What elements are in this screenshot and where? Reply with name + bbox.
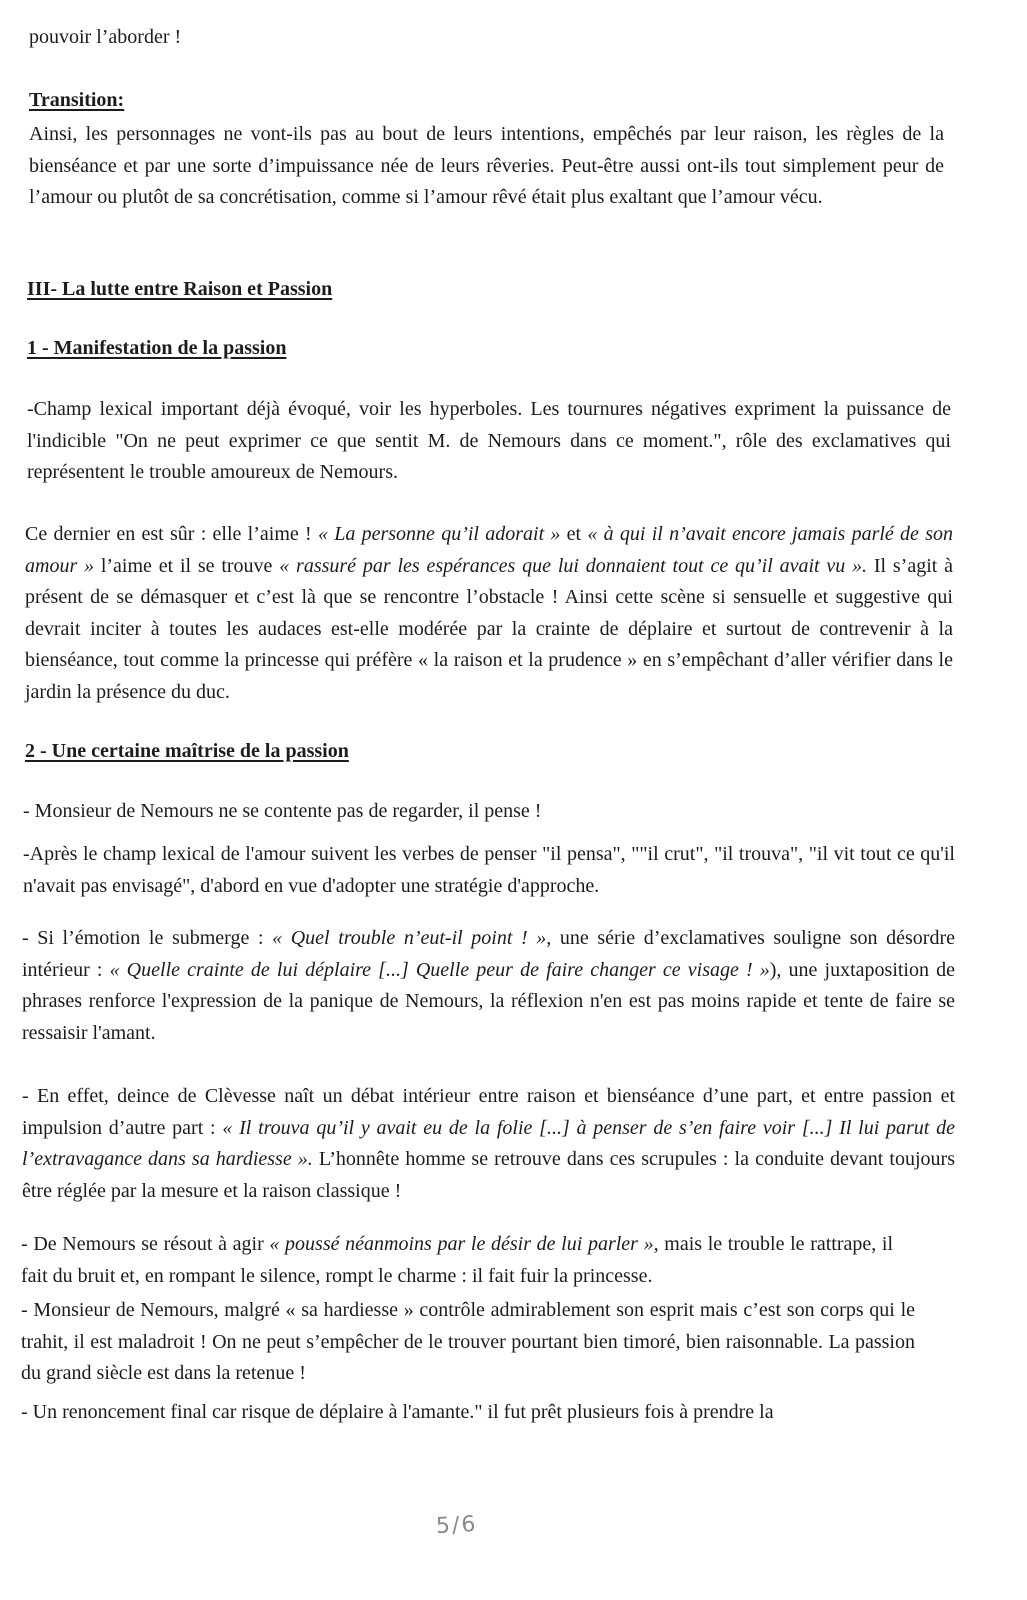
subsection-2-paragraph-3: - Si l’émotion le submerge : « Quel trouble n’eut-il point ! », une série d’exclamatives souligne son désordre intérieur : « Quelle crainte de lui déplaire [...] Quelle peur de faire changer ce visage ! »), une juxtaposition de phrases renforce l'expression de la panique de Nemours, la réflexion n'en est pas moins rapide et tente de faire se ressaisir l'amant. xyxy=(22,927,955,1044)
subsection-1-paragraph-2: Ce dernier en est sûr : elle l’aime ! « La personne qu’il adorait » et « à qui il n’avait encore jamais parlé de son amour » l’aime et il se trouve « rassuré par les espérances que lui donnaient tout ce qu’il avait vu ». Il s’agit à présent de se démasquer et c’est là que se rencontre l’obstacle ! Ainsi cette scène si sensuelle et suggestive qui devrait inciter à toutes les audaces est-elle modérée par la crainte de déplaire et surtout de contrevenir à la bienséance, tout comme la princesse qui préfère « la raison et la prudence » en s’empêchant d’aller vérifier dans le jardin la présence du duc. xyxy=(25,523,954,703)
quote: « La personne qu’il adorait » xyxy=(317,523,561,545)
subsection-2-heading: 2 - Une certaine maîtrise de la passion xyxy=(25,740,349,762)
quote: « Quel trouble n’eut-il point ! », xyxy=(272,927,552,949)
quote: « Quelle crainte de lui déplaire [...] Quelle peur de faire changer ce visage ! » xyxy=(109,958,770,981)
page-number: 5/6 xyxy=(435,1511,479,1540)
subsection-1-heading: 1 - Manifestation de la passion xyxy=(27,337,287,359)
intro-line: pouvoir l’aborder ! xyxy=(29,26,182,48)
quote: « rassuré par les espérances que lui donnaient tout ce qu’il avait vu ». xyxy=(279,554,868,577)
transition-heading: Transition: xyxy=(29,89,125,111)
subsection-2-paragraph-6: - Monsieur de Nemours, malgré « sa hardiesse » contrôle admirablement son esprit mais c’est son corps qui le trahit, il est maladroit ! On ne peut s’empêcher de le trouver pourtant bien timoré, bien raisonnable. La passion du grand siècle est dans la retenue ! xyxy=(21,1299,915,1384)
quote: « poussé néanmoins par le désir de lui parler », xyxy=(269,1233,659,1255)
quote: « à qui il n’avait encore jamais parlé de son amour » xyxy=(25,523,953,577)
subsection-2-paragraph-4: - En effet, deince de Clèvesse naît un débat intérieur entre raison et bienséance d’une part, et entre passion et impulsion d’autre part : « Il trouva qu’il y avait eu de la folie [...] à penser de s’en faire voir [...] Il lui parut de l’extravagance dans sa hardiesse ». L’honnête homme se retrouve dans ces scrupules : la conduite devant toujours être réglée par la mesure et la raison classique ! xyxy=(22,1085,955,1202)
subsection-2-paragraph-7: - Un renoncement final car risque de déplaire à l'amante." il fut prêt plusieurs fois à prendre la xyxy=(21,1401,774,1423)
quote: « Il trouva qu’il y avait eu de la folie [...] à penser de s’en faire voir [...] Il lui parut de l’extravagance dans sa hardiesse ». xyxy=(22,1116,955,1170)
subsection-1-paragraph-1: -Champ lexical important déjà évoqué, voir les hyperboles. Les tournures négatives expriment la puissance de l'indicible "On ne peut exprimer ce que sentit M. de Nemours dans ce moment.", rôle des exclamatives qui représentent le trouble amoureux de Nemours. xyxy=(27,398,951,483)
subsection-2-paragraph-2: -Après le champ lexical de l'amour suivent les verbes de penser "il pensa", ""il crut", "il trouva", "il vit tout ce qu'il n'avait pas envisagé", d'abord en vue d'adopter une stratégie d'approche. xyxy=(23,843,955,897)
subsection-2-paragraph-5: - De Nemours se résout à agir « poussé néanmoins par le désir de lui parler », mais le trouble le rattrape, il fait du bruit et, en rompant le silence, rompt le charme : il fait fuir la princesse. xyxy=(21,1233,894,1287)
transition-paragraph: Ainsi, les personnages ne vont-ils pas au bout de leurs intentions, empêchés par leur raison, les règles de la bienséance et par une sorte d’impuissance née de leurs rêveries. Peut-être aussi ont-ils tout simplement peur de l’amour ou plutôt de sa concrétisation, comme si l’amour rêvé était plus exaltant que l’amour vécu. xyxy=(29,123,944,208)
subsection-2-paragraph-1: - Monsieur de Nemours ne se contente pas de regarder, il pense ! xyxy=(23,800,542,822)
section-3-heading: III- La lutte entre Raison et Passion xyxy=(27,278,333,300)
